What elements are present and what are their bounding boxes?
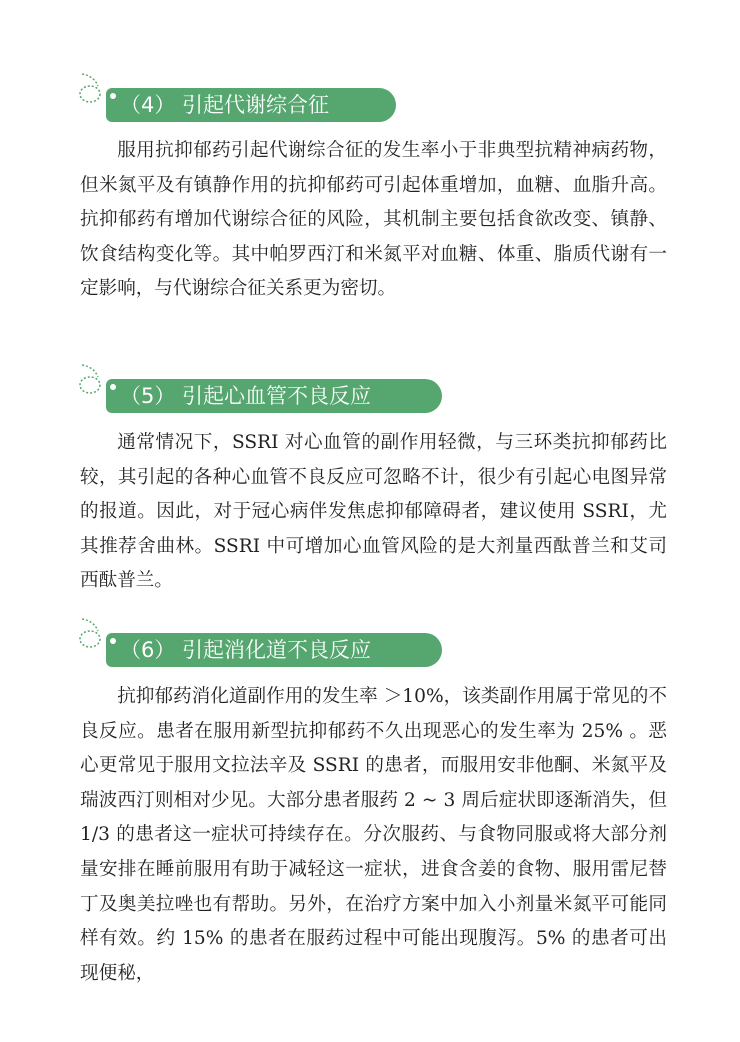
section-heading — [106, 88, 396, 122]
section-heading-text: （4） 引起代谢综合征 — [120, 93, 330, 117]
section-4-heading — [76, 72, 496, 132]
section-heading-text: （6） 引起消化道不良反应 — [120, 638, 372, 662]
section-heading — [106, 633, 442, 667]
section-heading — [106, 379, 442, 413]
section-heading-text: （5） 引起心血管不良反应 — [120, 384, 372, 408]
paragraph: 抗抑郁药消化道副作用的发生率 ＞10%，该类副作用属于常见的不良反应。患者在服用新型抗抑郁药不久出现恶心的发生率为 25% 。恶心更常见于服用文拉法辛及 SSRI 的患者，而服用安非他酮、米氮平及瑞波西汀则相对少见。大部分患者服药 2 ~ 3 周后症状即逐渐消失，但 1/3 的患者这一症状可持续存在。分次服药、与食物同服或将大部分剂量安排在睡前服用有助于减轻这一症状，进食含姜的食物、服用雷尼替丁及奥美拉唑也有帮助。另外，在治疗方案中加入小剂量米氮平可能同样有效。约 15% 的患者在服药过程中可能出现腹泻。5% 的患者可出现便秘， — [80, 686, 667, 984]
section-4-body — [80, 134, 667, 307]
bullet-dot-icon — [110, 638, 116, 644]
section-5-body — [80, 426, 667, 599]
bullet-dot-icon — [110, 384, 116, 390]
bullet-dot-icon — [110, 93, 116, 99]
paragraph: 通常情况下，SSRI 对心血管的副作用轻微，与三环类抗抑郁药比较，其引起的各种心血管不良反应可忽略不计，很少有引起心电图异常的报道。因此，对于冠心病伴发焦虑抑郁障碍者，建议使用 SSRI，尤其推荐舍曲林。SSRI 中可增加心血管风险的是大剂量西酞普兰和艾司西酞普兰。 — [80, 432, 667, 592]
section-6-body — [80, 680, 667, 991]
section-6-heading — [76, 617, 496, 677]
section-5-heading — [76, 363, 496, 423]
paragraph: 服用抗抑郁药引起代谢综合征的发生率小于非典型抗精神病药物，但米氮平及有镇静作用的抗抑郁药可引起体重增加，血糖、血脂升高。抗抑郁药有增加代谢综合征的风险，其机制主要包括食欲改变、镇静、饮食结构变化等。其中帕罗西汀和米氮平对血糖、体重、脂质代谢有一定影响，与代谢综合征关系更为密切。 — [80, 140, 667, 300]
